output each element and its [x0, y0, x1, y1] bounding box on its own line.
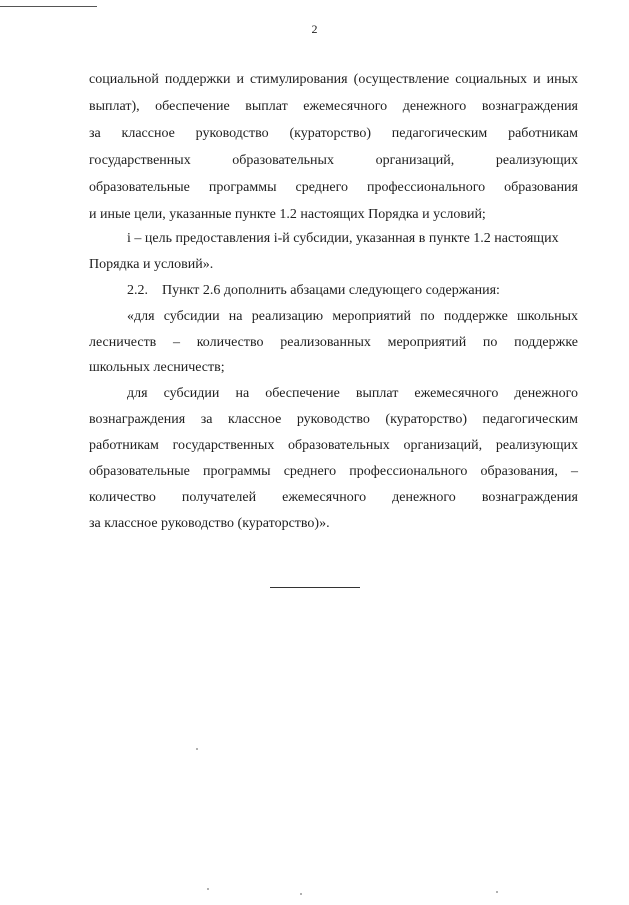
page-number: 2: [311, 22, 318, 36]
text-line: школьных лесничеств;: [89, 360, 225, 375]
text-line: для субсидии на обеспечение выплат ежемесячного денежного: [127, 386, 578, 401]
text-line: «для субсидии на реализацию мероприятий по поддержке школьных: [127, 309, 578, 324]
text-line: за классное руководство (кураторство) педагогическим работникам: [89, 126, 578, 141]
text-line: лесничеств – количество реализованных мероприятий по поддержке: [89, 335, 578, 350]
text-line: i – цель предоставления i-й субсидии, указанная в пункте 1.2 настоящих: [127, 231, 559, 246]
text-line: выплат), обеспечение выплат ежемесячного денежного вознаграждения: [89, 99, 578, 114]
scan-speck: [196, 748, 198, 750]
text-line: за классное руководство (кураторство)».: [89, 516, 330, 531]
text-line: работникам государственных образовательных организаций, реализующих: [89, 438, 578, 453]
scan-speck: [496, 891, 498, 893]
top-corner-rule: [0, 6, 97, 7]
text-line: количество получателей ежемесячного денежного вознаграждения: [89, 490, 578, 505]
text-line: образовательные программы среднего профессионального образования, –: [89, 464, 578, 479]
text-line: Порядка и условий».: [89, 257, 214, 272]
text-line: и иные цели, указанные пункте 1.2 настоящих Порядка и условий;: [89, 207, 486, 222]
end-of-text-rule: [270, 587, 360, 588]
text-line: 2.2. Пункт 2.6 дополнить абзацами следующего содержания:: [127, 283, 500, 298]
text-line: социальной поддержки и стимулирования (осуществление социальных и иных: [89, 72, 578, 87]
text-line: образовательные программы среднего профессионального образования: [89, 180, 578, 195]
scan-speck: [207, 888, 209, 890]
text-line: вознаграждения за классное руководство (кураторство) педагогическим: [89, 412, 578, 427]
scan-speck: [300, 893, 302, 895]
text-line: государственных образовательных организаций, реализующих: [89, 153, 578, 168]
